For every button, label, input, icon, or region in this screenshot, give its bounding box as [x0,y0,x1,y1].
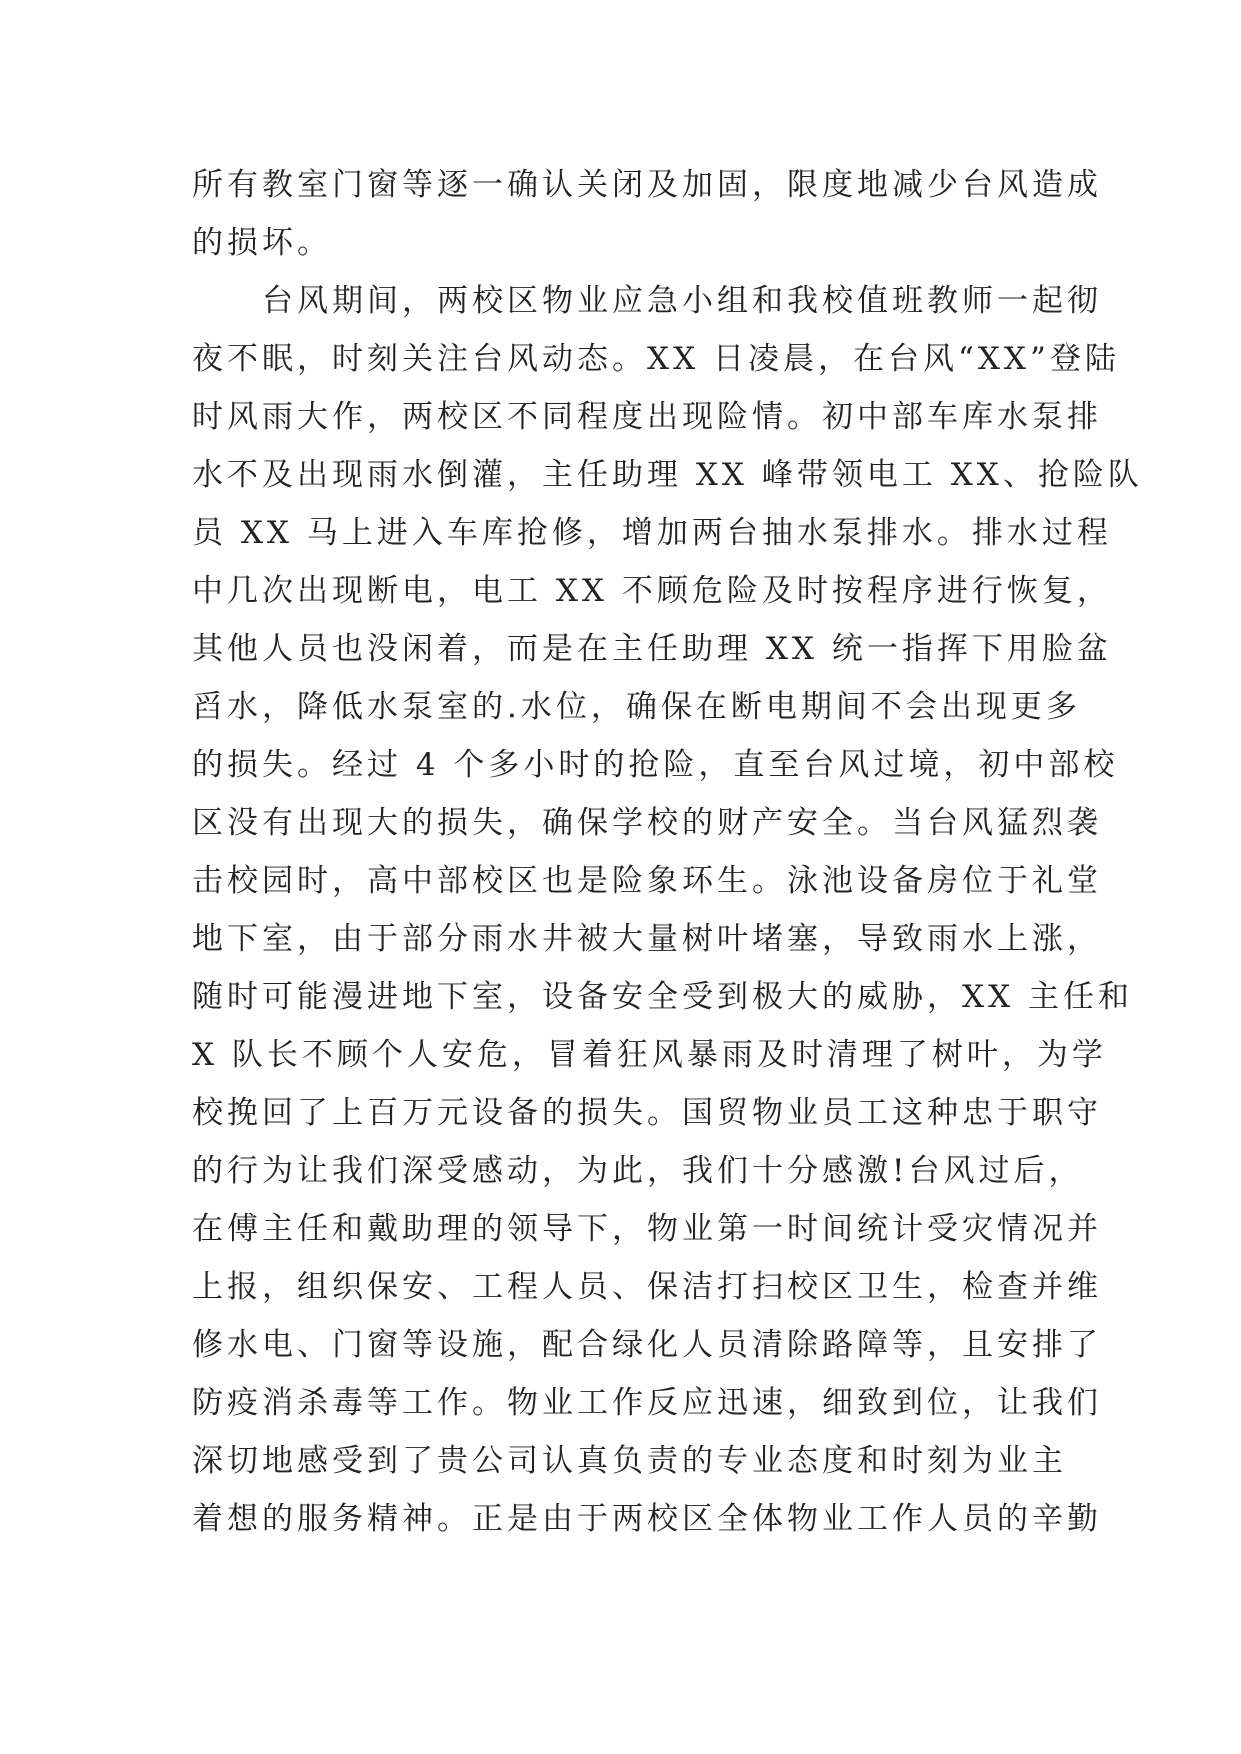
text-line: 水不及出现雨水倒灌，主任助理 XX 峰带领电工 XX、抢险队 [192,457,1143,493]
text-line: 击校园时，高中部校区也是险象环生。泳池设备房位于礼堂 [192,863,1102,899]
text-line: 舀水，降低水泵室的.水位，确保在断电期间不会出现更多 [192,689,1081,725]
text-line: 修水电、门窗等设施，配合绿化人员清除路障等，且安排了 [192,1327,1102,1363]
text-line: 的行为让我们深受感动，为此，我们十分感激!台风过后， [192,1153,1084,1189]
text-line: 上报，组织保安、工程人员、保洁打扫校区卫生，检查并维 [192,1269,1102,1305]
text-line: 的损失。经过 4 个多小时的抢险，直至台风过境，初中部校 [192,747,1119,783]
body-text [192,156,1143,1548]
text-line: 其他人员也没闲着，而是在主任助理 XX 统一指挥下用脸盆 [192,631,1112,667]
text-line: X 队长不顾个人安危，冒着狂风暴雨及时清理了树叶，为学 [192,1037,1107,1073]
text-line: 员 XX 马上进入车库抢修，增加两台抽水泵排水。排水过程 [192,515,1112,551]
text-line: 防疫消杀毒等工作。物业工作反应迅速，细致到位，让我们 [192,1385,1102,1421]
text-line: 区没有出现大的损失，确保学校的财产安全。当台风猛烈袭 [192,805,1102,841]
text-line: 地下室，由于部分雨水井被大量树叶堵塞，导致雨水上涨， [192,921,1102,957]
text-line: 着想的服务精神。正是由于两校区全体物业工作人员的辛勤 [192,1501,1102,1537]
text-line: 中几次出现断电，电工 XX 不顾危险及时按程序进行恢复， [192,573,1112,609]
text-line: 的损坏。 [192,225,332,261]
text-line: 随时可能漫进地下室，设备安全受到极大的威胁，XX 主任和 [192,979,1133,1015]
text-line: 所有教室门窗等逐一确认关闭及加固，限度地减少台风造成 [192,167,1102,203]
text-line: 在傅主任和戴助理的领导下，物业第一时间统计受灾情况并 [192,1211,1102,1247]
paragraph-start-line: 台风期间，两校区物业应急小组和我校值班教师一起彻 [262,283,1102,319]
text-line: 夜不眠，时刻关注台风动态。XX 日凌晨，在台风“XX”登陆 [192,341,1120,377]
text-line: 深切地感受到了贵公司认真负责的专业态度和时刻为业主 [192,1443,1067,1479]
text-line: 时风雨大作，两校区不同程度出现险情。初中部车库水泵排 [192,399,1102,435]
text-line: 校挽回了上百万元设备的损失。国贸物业员工这种忠于职守 [192,1095,1102,1131]
